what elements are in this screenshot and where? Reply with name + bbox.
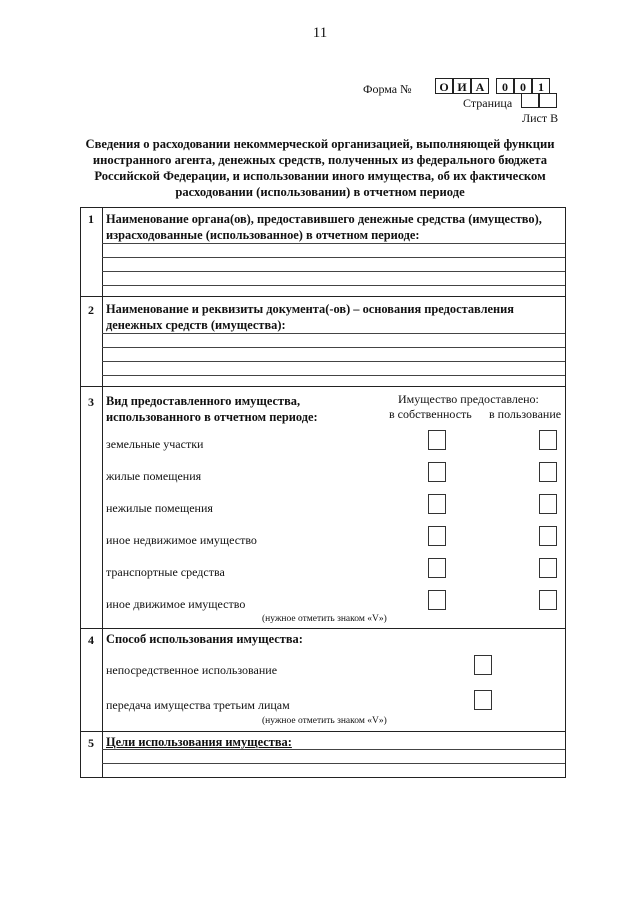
property-item-land: земельные участки	[106, 437, 204, 451]
checkbox-land-ownership[interactable]	[428, 430, 446, 450]
property-item-other-real-estate: иное недвижимое имущество	[106, 533, 257, 547]
form-code-cell-3: А	[471, 78, 489, 94]
checkbox-vehicles-ownership[interactable]	[428, 558, 446, 578]
property-item-residential: жилые помещения	[106, 469, 202, 483]
document-title: Сведения о расходовании некоммерческой организацией, выполняющей функции иностранного агента, денежных средств, полученных из федерального бюджета Российской Федерации, и использовании иного имущества, об их фактическом расходовании (использовании) в отчетном периоде	[85, 137, 555, 199]
checkbox-nonresidential-ownership[interactable]	[428, 494, 446, 514]
sheet-label: Лист В	[522, 111, 559, 125]
section-3-number: 3	[88, 395, 94, 409]
checkbox-other-movable-ownership[interactable]	[428, 590, 446, 610]
section-5-heading: Цели использования имущества:	[106, 735, 292, 749]
section-3-heading: Вид предоставленного имущества, использованного в отчетном периоде:	[106, 394, 318, 424]
page-number-cell-1[interactable]	[521, 93, 539, 108]
section-3-note: (нужное отметить знаком «V»)	[262, 614, 387, 624]
form-number-label: Форма №	[363, 82, 412, 96]
form-code-cell-2: И	[453, 78, 471, 94]
form-code-cell-6: 1	[532, 78, 550, 94]
usage-item-third-party: передача имущества третьим лицам	[106, 698, 290, 712]
column-use-label: в пользование	[489, 407, 562, 421]
section-4-note: (нужное отметить знаком «V»)	[262, 716, 387, 726]
checkbox-vehicles-use[interactable]	[539, 558, 557, 578]
checkbox-nonresidential-use[interactable]	[539, 494, 557, 514]
checkbox-other-real-estate-ownership[interactable]	[428, 526, 446, 546]
property-item-nonresidential: нежилые помещения	[106, 501, 213, 515]
page-number: 11	[312, 25, 328, 41]
checkbox-other-movable-use[interactable]	[539, 590, 557, 610]
property-provided-label: Имущество предоставлено:	[398, 392, 539, 406]
checkbox-other-real-estate-use[interactable]	[539, 526, 557, 546]
page-number-cell-2[interactable]	[539, 93, 557, 108]
checkbox-land-use[interactable]	[539, 430, 557, 450]
section-2-number: 2	[88, 303, 94, 317]
section-5-number: 5	[88, 736, 94, 750]
form-code-cell-1: О	[435, 78, 453, 94]
section-1-number: 1	[88, 212, 94, 226]
page-label: Страница	[463, 96, 513, 110]
property-item-other-movable: иное движимое имущество	[106, 597, 246, 611]
section-4-heading: Способ использования имущества:	[106, 632, 303, 646]
section-1-heading: Наименование органа(ов), предоставившего денежные средства (имущество), израсходованные (использованное) в отчетном периоде:	[106, 212, 542, 242]
section-2-heading: Наименование и реквизиты документа(-ов) – основания предоставления денежных средств (имущества):	[106, 302, 515, 332]
usage-item-direct: непосредственное использование	[106, 663, 278, 677]
checkbox-residential-use[interactable]	[539, 462, 557, 482]
checkbox-residential-ownership[interactable]	[428, 462, 446, 482]
column-ownership-label: в собственность	[389, 407, 472, 421]
checkbox-direct-use[interactable]	[474, 655, 492, 675]
form-code-cell-5: 0	[514, 78, 532, 94]
checkbox-third-party-transfer[interactable]	[474, 690, 492, 710]
section-4-number: 4	[88, 633, 94, 647]
property-item-vehicles: транспортные средства	[106, 565, 225, 579]
form-code-cell-4: 0	[496, 78, 514, 94]
